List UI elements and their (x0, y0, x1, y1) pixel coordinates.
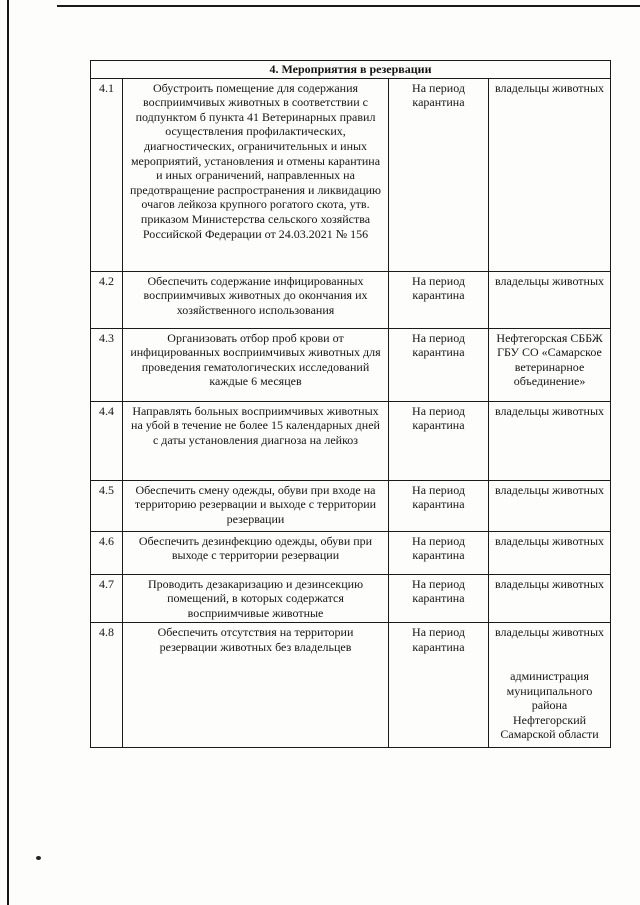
scan-artifact-speck (36, 856, 41, 860)
row-number: 4.2 (91, 271, 123, 328)
row-number: 4.6 (91, 531, 123, 574)
row-period: На период карантина (389, 78, 489, 271)
row-responsible: владельцы животных (489, 271, 611, 328)
scan-artifact-top-edge (57, 5, 640, 7)
scan-artifact-left-edge (7, 0, 9, 905)
table-row (91, 574, 611, 623)
row-number: 4.8 (91, 623, 123, 748)
row-responsible: Нефтегорская СББЖ ГБУ СО «Самарское ветеринарное объединение» (489, 328, 611, 401)
table-row (91, 531, 611, 574)
responsible-owner: владельцы животных (494, 625, 605, 640)
table-row (91, 78, 611, 271)
row-period: На период карантина (389, 271, 489, 328)
row-action: Организовать отбор проб крови от инфицированных восприимчивых животных для проведения гематологических исследований каждые 6 месяцев (123, 328, 389, 401)
row-action: Обустроить помещение для содержания восприимчивых животных в соответствии с подпунктом б пункта 41 Ветеринарных правил осуществления профилактических, диагностических, ограничительных и иных мероприятий, установления и отмены карантина и иных ограничений, направленных на предотвращение распространения и ликвидацию очагов лейкоза крупного рогатого скота, утв. приказом Министерства сельского хозяйства Российской Федерации от 24.03.2021 № 156 (123, 78, 389, 271)
row-number: 4.4 (91, 401, 123, 480)
table-row (91, 271, 611, 328)
reservation-measures-table (90, 60, 611, 748)
table-row (91, 480, 611, 531)
table-row (91, 401, 611, 480)
row-period: На период карантина (389, 623, 489, 748)
row-responsible: владельцы животных (489, 531, 611, 574)
row-action: Обеспечить дезинфекцию одежды, обуви при выходе с территории резервации (123, 531, 389, 574)
row-responsible: владельцы животных (489, 401, 611, 480)
row-action: Направлять больных восприимчивых животных на убой в течение не более 15 календарных дней с даты установления диагноза на лейкоз (123, 401, 389, 480)
row-action: Обеспечить смену одежды, обуви при входе на территорию резервации и выходе с территории резервации (123, 480, 389, 531)
row-action: Обеспечить отсутствия на территории резервации животных без владельцев (123, 623, 389, 748)
row-period: На период карантина (389, 328, 489, 401)
row-action: Обеспечить содержание инфицированных восприимчивых животных до окончания их хозяйственного использования (123, 271, 389, 328)
table-row (91, 328, 611, 401)
row-action: Проводить дезакаризацию и дезинсекцию помещений, в которых содержатся восприимчивые животные (123, 574, 389, 623)
row-number: 4.1 (91, 78, 123, 271)
table-header-row (91, 61, 611, 79)
row-number: 4.5 (91, 480, 123, 531)
row-number: 4.7 (91, 574, 123, 623)
row-number: 4.3 (91, 328, 123, 401)
section-header: 4. Мероприятия в резервации (91, 61, 611, 79)
row-period: На период карантина (389, 480, 489, 531)
table-row (91, 623, 611, 748)
responsible-gap (494, 640, 605, 669)
row-responsible: владельцы животных (489, 480, 611, 531)
responsible-administration: администрация муниципального района Нефтегорский Самарской области (500, 668, 599, 742)
row-responsible: владельцы животных (489, 574, 611, 623)
row-period: На период карантина (389, 531, 489, 574)
row-responsible: владельцы животных (489, 78, 611, 271)
row-period: На период карантина (389, 574, 489, 623)
row-responsible (489, 623, 611, 748)
row-period: На период карантина (389, 401, 489, 480)
